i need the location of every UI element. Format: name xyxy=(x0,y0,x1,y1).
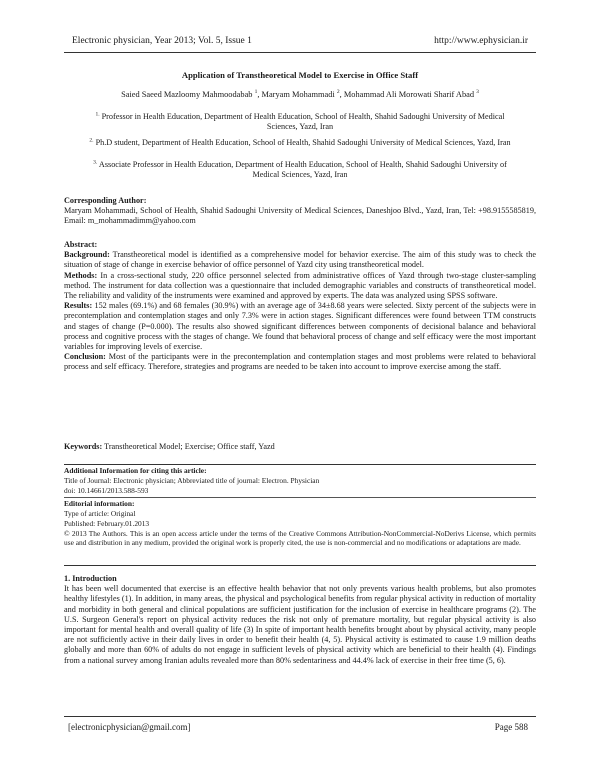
info-divider xyxy=(64,497,536,498)
results-label: Results: xyxy=(64,301,93,311)
affiliation-2-text: Ph.D student, Department of Health Education, School of Health, Shahid Sadoughi University of Medical Sciences, Yazd, Iran xyxy=(95,138,511,147)
citing-doi[interactable]: doi: 10.14661/2013.588-593 xyxy=(64,486,149,495)
article-type: Type of article: Original xyxy=(64,509,136,518)
author-2-affil: 2 xyxy=(336,89,340,96)
affiliation-3-text: Associate Professor in Health Education, Department of Health Education, School of Health, Shahid Sadoughi University of Medical Sciences, Yazd, Iran xyxy=(98,160,507,180)
keywords-label: Keywords: xyxy=(64,442,103,451)
abstract-heading: Abstract: xyxy=(64,240,98,249)
published-date: Published: February.01.2013 xyxy=(64,519,150,528)
background-label: Background: xyxy=(64,250,110,260)
citing-heading: Additional Information for citing this article: xyxy=(64,466,207,475)
author-3-affil: 3 xyxy=(476,89,479,96)
affiliation-2 xyxy=(88,138,512,148)
author-list: Saied Saeed Mazloomy Mahmoodabab $^1$, Maryam Mohammadi $^2$, Mohammad Ali Morowati Sharif Abad $^3$ xyxy=(121,89,479,99)
editorial-heading: Editorial information: xyxy=(64,499,135,508)
keywords xyxy=(64,442,536,452)
page-footer xyxy=(68,722,528,732)
author-2: Maryam Mohammadi xyxy=(261,90,335,99)
footer-email[interactable]: [electronicphysician@gmail.com] xyxy=(68,722,191,732)
header-rule xyxy=(64,52,536,53)
introduction-heading: 1. Introduction xyxy=(64,574,117,583)
affiliation-1 xyxy=(88,112,512,132)
keywords-text: Transtheoretical Model; Exercise; Office staff, Yazd xyxy=(104,442,275,451)
journal-citation: Electronic physician, Year 2013; Vol. 5, Issue 1 xyxy=(72,36,252,46)
affiliation-1-text: Professor in Health Education, Department of Health Education, School of Health, Shahid Sadoughi University of Medical Sciences, Yazd, Iran xyxy=(101,112,505,132)
article-title: Application of Transtheoretical Model to Exercise in Office Staff xyxy=(181,70,419,80)
affiliation-3-num: 3. xyxy=(93,159,98,166)
results-text: 152 males (69.1%) and 68 females (30.9%) with an average age of 34±8.68 years were selected. Sixty percent of the subjects were in precontemplation and contemplation stages and only 7.3% were in action stages. Significant differences were found between TTM constructs and stages of change (P=0.000). The results also showed significant differences between components of decisional balance and behavioral process and cognitive process with the stages of change. We found that behavioral process of change and self efficacy were the most important variables for improving levels of exercise. xyxy=(64,301,536,352)
methods-text: In a cross-sectional study, 220 office personnel selected from administrative offices of Yazd through two-stage cluster-sampling method. The instrument for data collection was a questionnaire that included demographic variables and constructs of transtheoretical model. The reliability and validity of the instruments were examined and approved by experts. The data was analyzed using SPSS software. xyxy=(64,270,536,301)
methods-label: Methods: xyxy=(64,270,98,280)
conclusion-text: Most of the participants were in the precontemplation and contemplation stages and most problems were related to behavioral process and self efficacy. Therefore, strategies and programs are needed to be taken into account to improve exercise among the staff. xyxy=(64,352,536,372)
corresponding-text: Maryam Mohammadi, School of Health, Shahid Sadoughi University of Medical Sciences, Daneshjoo Blvd., Yazd, Iran, Tel: +98.9155585819, Email: m_mohammadimm@yahoo.com xyxy=(64,206,536,226)
conclusion-label: Conclusion: xyxy=(64,352,106,362)
affiliation-3 xyxy=(88,160,512,180)
background-text: Transtheoretical model is identified as a comprehensive model for behavior exercise. The aim of this study was to check the situation of stage of change in exercise behavior of office personnel of Yazd city using transtheoretical model. xyxy=(64,250,536,270)
corresponding-heading: Corresponding Author: xyxy=(64,196,147,205)
affiliation-1-num: 1. xyxy=(95,111,100,118)
introduction-text: It has been well documented that exercise is an effective health behavior that not only prevents various health problems, but also promotes healthy lifestyles (1). In addition, in many areas, the physical and psychological benefits from regular physical activity in reduction of mortality and morbidity in both general and clinical populations are sufficient justification for the inclusion of exercise in healthcare programs (2). The U.S. Surgeon General's report on physical activity reduces the risk not only of premature mortality, but regular physical activity is also important for mental health and overall quality of life (3) In spite of important health benefits brought about by physical activity, many people are not sufficiently active in their daily lives in order to benefit their health (4, 5). Physical activity is estimated to cause 1.9 million deaths globally and more than 60% of adults do not engage in sufficient levels of physical activity which are beneficial to their health (4). Findings from a national survey among Iranian adults revealed more than 80% sedentariness and 44.4% lack of exercise in their free time (5, 6). xyxy=(64,584,536,665)
author-3: Mohammad Ali Morowati Sharif Abad xyxy=(343,90,475,99)
running-header xyxy=(72,36,528,50)
footer-rule xyxy=(64,716,536,717)
corresponding-author xyxy=(64,196,536,227)
citing-journal: Title of Journal: Electronic physician; Abbreviated title of journal: Electron. Physician xyxy=(64,476,320,485)
author-1: Saied Saeed Mazloomy Mahmoodabab xyxy=(121,90,253,99)
author-1-affil: 1 xyxy=(254,89,258,96)
affiliation-2-num: 2. xyxy=(89,137,94,144)
license-text: © 2013 The Authors. This is an open access article under the terms of the Creative Commons Attribution-NonCommercial-NoDerivs License, which permits use and distribution in any medium, provided the original work is properly cited, the use is non-commercial and no modifications or adaptations are made. xyxy=(64,529,536,547)
abstract xyxy=(64,240,536,373)
journal-url[interactable]: http://www.ephysician.ir xyxy=(434,36,528,46)
page-number: Page 588 xyxy=(494,722,528,732)
introduction xyxy=(64,574,536,666)
